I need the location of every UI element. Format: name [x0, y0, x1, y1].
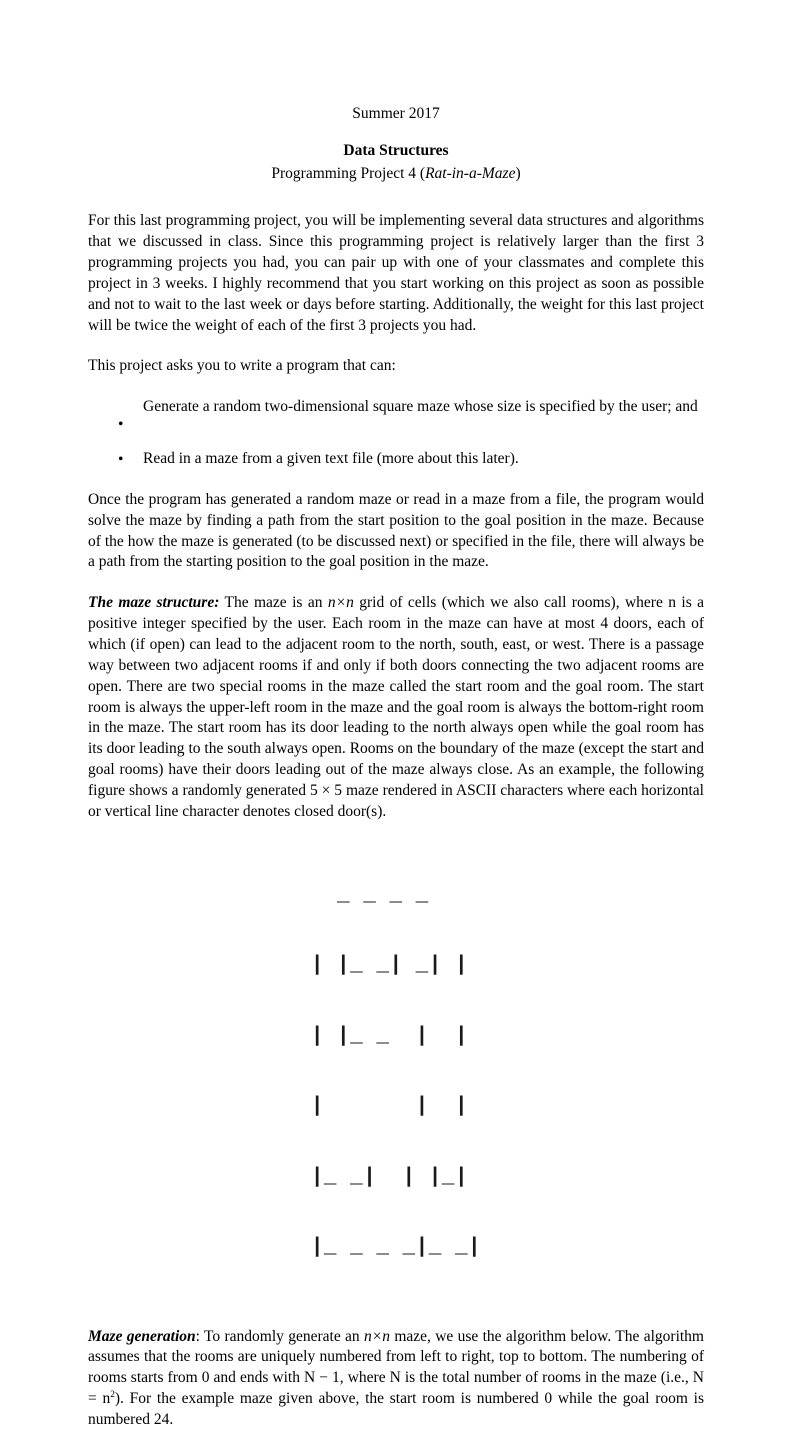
maze-row: | |_ _| _| | — [310, 954, 469, 978]
solve-paragraph: Once the program has generated a random maze or read in a maze from a file, the program would solve the maze by finding a path from the start position to the goal position in the maze. Because of the how the maze is generated (to be discussed next) or specified in the file, there will always be a path from the starting position to the goal position in the maze. — [88, 490, 704, 571]
bullet-marker-icon: • — [118, 416, 124, 434]
ascii-maze — [311, 837, 481, 1307]
maze-generation-paragraph — [88, 1327, 704, 1431]
asks-paragraph: This project asks you to write a program that can: — [88, 357, 396, 375]
maze-structure-text-a: The maze is an — [219, 594, 328, 612]
list-item-label: Generate a random two-dimensional square maze whose size is specified by the user; and — [143, 398, 698, 416]
spacer-after-intro — [88, 336, 704, 356]
maze-generation-text-a: To randomly generate an — [199, 1327, 365, 1345]
list-item — [88, 397, 704, 434]
spacer-before-bullets — [88, 377, 704, 397]
project-title-prefix: Programming Project 4 ( — [271, 164, 426, 182]
maze-structure-lead: The maze structure: — [88, 594, 220, 612]
spacer-after-bullets — [88, 470, 704, 490]
maze-row: | | | — [310, 1095, 469, 1119]
maze-structure-paragraph — [88, 593, 704, 822]
course-title: Data Structures — [343, 142, 449, 160]
maze-generation-text-b: maze, we use the algorithm below. The algorithm assumes that the rooms are uniquely numbered from left to right, top to bottom. The numbering of rooms starts from 0 and ends with N − 1, where N is the total number of rooms in the maze (i.e., N = n — [88, 1327, 704, 1408]
list-item — [88, 449, 704, 470]
header-spacer — [88, 124, 704, 141]
maze-row: | |_ _ | | — [310, 1024, 469, 1048]
term-line: Summer 2017 — [352, 105, 440, 122]
intro-paragraph: For this last programming project, you will be implementing several data structures and algorithms that we discussed in class. Since this programming project is relatively larger than the first 3 programming projects you had, you can pair up with one of your classmates and complete this project in 3 weeks. I highly recommend that you start working on this project as soon as possible and not to wait to the last week or days before starting. Additionally, the weight for this last project will be twice the weight of each of the first 3 projects you had. — [88, 212, 704, 334]
project-title-italic: Rat-in-a-Maze — [425, 164, 516, 182]
list-item-label: Read in a maze from a given text file (more about this later). — [143, 450, 519, 468]
capability-list — [88, 397, 704, 470]
document-content — [88, 104, 704, 1431]
bullet-marker-icon: • — [118, 451, 124, 469]
maze-row: |_ _ _ _|_ _| — [310, 1236, 482, 1260]
maze-generation-colon: : — [195, 1327, 200, 1345]
spacer-after-header — [88, 184, 704, 211]
project-title-suffix: ) — [515, 164, 521, 182]
maze-generation-text-c: ). For the example maze given above, the start room is numbered 0 while the goal room is numbered 24. — [88, 1390, 704, 1428]
maze-generation-lead: Maze generation — [88, 1327, 196, 1345]
maze-structure-text-b: grid of cells (which we also call rooms), where n is a positive integer specified by the user. Each room in the maze can have at most 4 doors, each of which (if open) can lead to the adjacent room to the north, south, east, or west. There is a passage way between two adjacent rooms if and only if both doors connecting the two adjacent rooms are open. There are two special rooms in the maze called the start room and the goal room. The start room is always the upper-left room in the maze and the goal room is always the bottom-right room in the maze. The start room has its door leading to the north always open while the goal room has its door leading to the south always open. Rooms on the boundary of the maze (except the start and goal rooms) have their doors leading out of the maze always close. As an example, the following figure shows a randomly generated 5 × 5 maze rendered in ASCII characters where each horizontal or vertical line character denotes closed door(s). — [88, 594, 705, 820]
n-squared-superscript: 2 — [110, 1389, 115, 1400]
spacer-before-structure — [88, 573, 704, 593]
maze-structure-nxn: n×n — [327, 594, 354, 612]
spacer-after-figure — [88, 1307, 704, 1327]
ascii-maze-figure — [88, 837, 704, 1307]
project-title-line — [88, 164, 704, 184]
maze-row: |_ _| | |_| — [310, 1165, 482, 1189]
maze-generation-nxn: n×n — [364, 1327, 390, 1345]
maze-row: _ _ _ _ — [310, 883, 442, 907]
spacer-before-figure — [88, 823, 704, 837]
